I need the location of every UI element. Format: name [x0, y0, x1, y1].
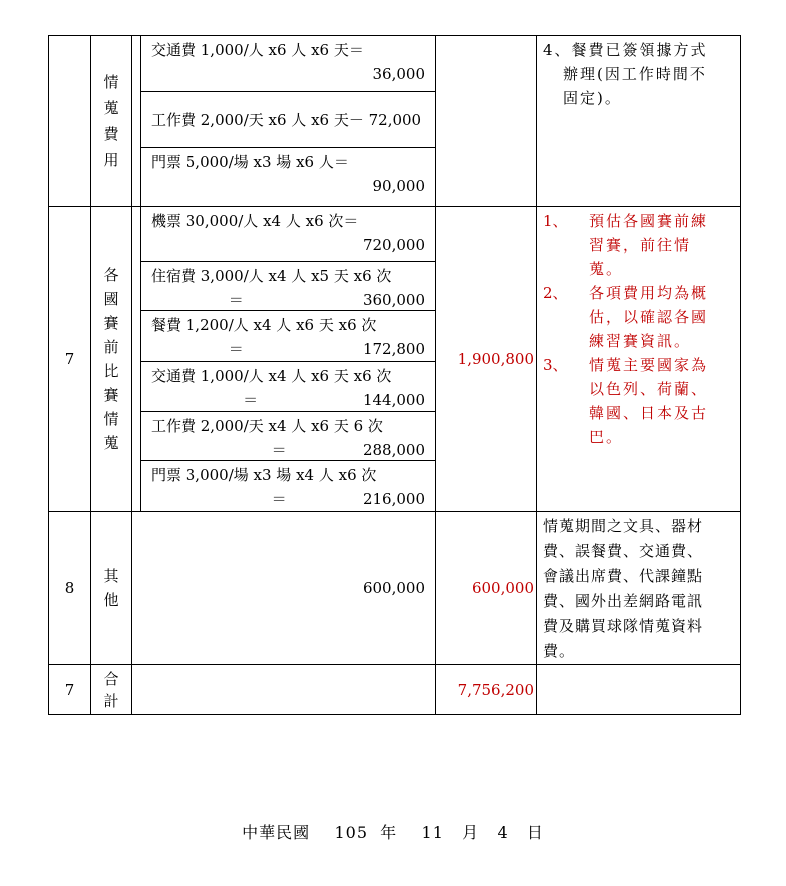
detail-item: 餐費 1,200/人 x4 人 x6 天 x6 次 ＝ 172,800	[140, 311, 435, 362]
detail-item: 門票 3,000/場 x3 場 x4 人 x6 次 ＝ 216,000	[140, 461, 435, 511]
item-name: 合計	[91, 665, 132, 715]
total-amount: 7,756,200	[436, 665, 537, 715]
item-name: 其他	[91, 512, 132, 665]
note-text: 4、餐費已簽領據方式 辦理(因工作時間不 固定)。	[543, 41, 708, 107]
note-cell	[537, 36, 741, 207]
table-row	[49, 665, 741, 715]
table-row	[49, 512, 741, 665]
item-name: 各國賽前比賽情蒐	[91, 207, 132, 512]
amount-cell	[436, 36, 537, 207]
note-item: 3、 情蒐主要國家為 以色列、荷蘭、 韓國、日本及古 巴。	[543, 356, 709, 446]
detail-item: 門票 5,000/場 x3 場 x6 人＝ 90,000	[140, 148, 435, 206]
table-row	[49, 36, 741, 207]
note-cell	[537, 207, 741, 512]
row-number: 7	[49, 665, 91, 715]
item-name: 情蒐費用	[91, 36, 132, 207]
note-item: 1、 預估各國賽前練 習賽，前往情 蒐。	[543, 212, 709, 278]
note-cell	[537, 665, 741, 715]
row-number: 8	[49, 512, 91, 665]
detail-item: 機票 30,000/人 x4 人 x6 次＝ 720,000	[140, 207, 435, 262]
detail-item: 交通費 1,000/人 x6 人 x6 天＝ 36,000	[140, 36, 435, 92]
detail-cell	[132, 36, 436, 207]
note-cell	[537, 512, 741, 665]
note-item: 2、 各項費用均為概 估，以確認各國 練習賽資訊。	[543, 284, 709, 350]
amount-cell: 600,000	[436, 512, 537, 665]
budget-table	[48, 35, 741, 715]
document-date: 中華民國 105 年 11 月 4 日	[242, 823, 544, 842]
detail-item: 工作費 2,000/天 x4 人 x6 天 6 次 ＝ 288,000	[140, 412, 435, 461]
detail-item: 工作費 2,000/天 x6 人 x6 天－ 72,000	[140, 92, 435, 148]
row-number: 7	[49, 207, 91, 512]
row-number	[49, 36, 91, 207]
detail-item: 住宿費 3,000/人 x4 人 x5 天 x6 次 ＝ 360,000	[140, 262, 435, 311]
note-text: 情蒐期間之文具、器材 費、誤餐費、交通費、 會議出席費、代課鐘點 費、國外出差網路電訊 費及購買球隊情蒐資料 費。	[543, 517, 704, 660]
table-row	[49, 207, 741, 512]
detail-list	[140, 36, 435, 206]
detail-amount: 600,000	[132, 512, 436, 665]
detail-item: 交通費 1,000/人 x4 人 x6 天 x6 次 ＝ 144,000	[140, 362, 435, 412]
detail-list	[140, 207, 435, 511]
detail-cell	[132, 207, 436, 512]
note-list	[537, 207, 740, 449]
amount-cell: 1,900,800	[436, 207, 537, 512]
detail-cell	[132, 665, 436, 715]
